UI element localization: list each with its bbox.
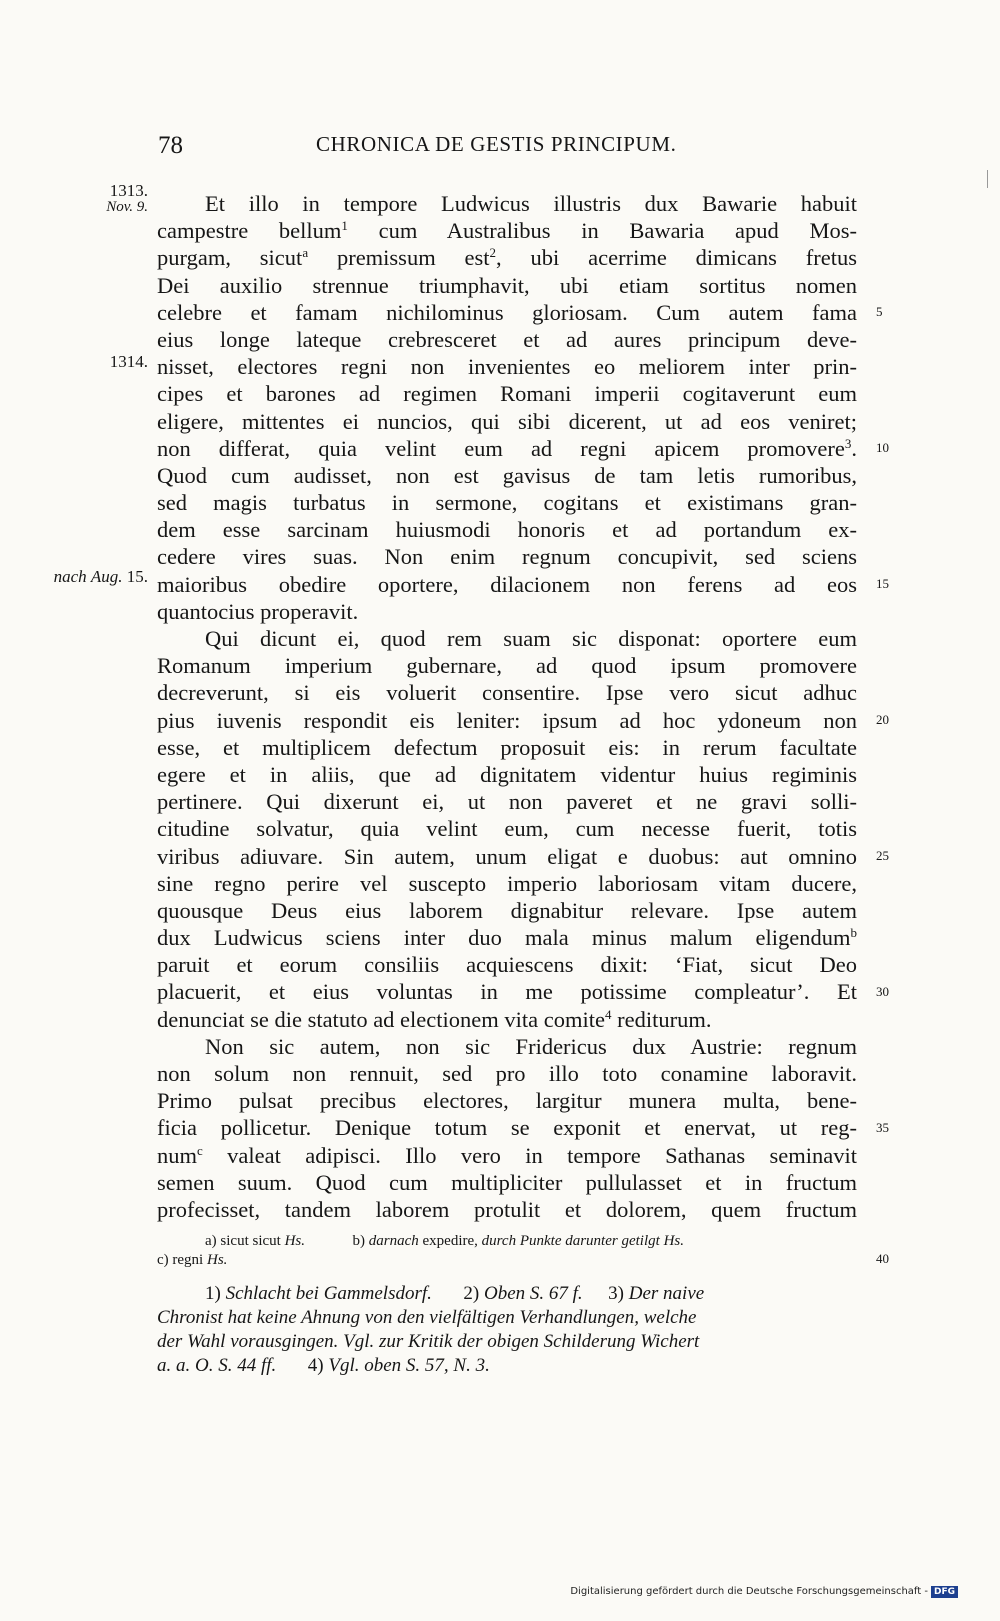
- line-number: 15: [876, 576, 889, 591]
- text-line: campestre bellum$^1$ cum Australibus in Bawaria apud Mos-: [157, 218, 857, 244]
- main-text: [157, 190, 857, 1223]
- footnote-row: 1) Schlacht bei Gammelsdorf. 2) Oben S. 67 f. 3) Der naive: [205, 1283, 705, 1304]
- footnote-row: Chronist hat keine Ahnung von den vielfältigen Verhandlungen, welche: [157, 1307, 697, 1328]
- apparatus-ref: c: [197, 1142, 203, 1158]
- text-line: semen suum. Quod cum multipliciter pullulasset et in fructum: [157, 1169, 857, 1195]
- footnote-ref: 4: [604, 1006, 612, 1022]
- footnotes: [157, 1282, 857, 1378]
- line-number: 25: [876, 848, 889, 863]
- margin-date-1314: 1314.: [109, 352, 148, 371]
- apparatus-ref: a: [302, 245, 309, 261]
- text-line: paruit et eorum consiliis acquiescens dixit: ‘Fiat, sicut Deo: [157, 952, 857, 978]
- apparatus-ref: b: [850, 925, 857, 941]
- text-line: denunciat se die statuto ad electionem vita comite$^4$ rediturum.: [157, 1006, 712, 1032]
- text-line: non solum non rennuit, sed pro illo toto conamine laboravit.: [157, 1061, 857, 1086]
- text-line: num$^c$ valeat adipisci. Illo vero in tempore Sathanas seminavit: [157, 1142, 857, 1168]
- text-line: Quod cum audisset, non est gavisus de tam letis rumoribus,: [157, 462, 857, 488]
- text-line: cedere vires suas. Non enim regnum concupivit, sed sciens: [157, 544, 857, 570]
- scan-mark: [987, 170, 988, 188]
- margin-date-1313: 1313. Nov. 9.: [106, 181, 148, 215]
- text-line: dem esse sarcinam huiusmodi honoris et ad portandum ex-: [157, 517, 857, 543]
- text-line: sed magis turbatus in sermone, cogitans et existimans gran-: [157, 490, 857, 516]
- text-line: Romanum imperium gubernare, ad quod ipsum promovere: [157, 653, 857, 679]
- text-line: pertinere. Qui dixerunt ei, ut non paveret et ne gravi solli-: [157, 789, 857, 815]
- text-line: quantocius properavit.: [157, 598, 359, 624]
- apparatus-row: c) regni Hs.: [157, 1252, 228, 1268]
- text-line: dux Ludwicus sciens inter duo mala minus malum eligendum$^b$: [157, 925, 857, 951]
- line-number: 30: [876, 984, 889, 999]
- line-number: 5: [876, 304, 883, 319]
- text-line: eligere, mittentes ei nuncios, qui sibi dicerent, ut ad eos veniret;: [157, 408, 857, 434]
- text-line: quousque Deus eius laborem dignabitur relevare. Ipse autem: [157, 897, 857, 923]
- footnote-ref: 3: [844, 435, 852, 451]
- text-line: esse, et multiplicem defectum proposuit eis: in rerum facultate: [157, 734, 857, 760]
- text-line: pius iuvenis respondit eis leniter: ipsum ad hoc ydoneum non: [157, 707, 857, 733]
- text-line: eius longe lateque crebresceret et ad aures principum deve-: [157, 326, 857, 352]
- digitization-notice: Digitalisierung gefördert durch die Deutsche Forschungsgemeinschaft - DFG: [570, 1586, 958, 1598]
- line-number: 10: [876, 440, 889, 455]
- text-line: viribus adiuvare. Sin autem, unum eligat e duobus: aut omnino: [157, 843, 857, 869]
- text-line: celebre et famam nichilominus gloriosam. Cum autem fama: [157, 299, 857, 325]
- text-line: citudine solvatur, quia velint eum, cum necesse fuerit, totis: [157, 816, 857, 842]
- running-title: CHRONICA DE GESTIS PRINCIPUM.: [316, 132, 677, 156]
- text-line: Non sic autem, non sic Fridericus dux Austrie: regnum: [205, 1033, 857, 1059]
- text-line: placuerit, et eius voluntas in me potissime compleatur’. Et: [157, 979, 857, 1005]
- page-number: 78: [158, 132, 183, 159]
- apparatus-row: a) sicut sicut Hs. b) darnach expedire, durch Punkte darunter getilgt Hs.: [205, 1233, 684, 1249]
- text-line: ficia pollicetur. Denique totum se exponit et enervat, ut reg-: [157, 1115, 857, 1141]
- text-line: Et illo in tempore Ludwicus illustris dux Bawarie habuit: [205, 191, 857, 216]
- footnote-ref: 1: [341, 218, 348, 234]
- footnote-ref: 2: [489, 245, 497, 261]
- line-number: 20: [876, 712, 889, 727]
- text-line: decreverunt, si eis voluerit consentire. Ipse vero sicut adhuc: [157, 680, 857, 706]
- margin-date-aug: nach Aug. 15.: [53, 567, 148, 586]
- text-line: nisset, electores regni non invenientes eo meliorem inter prin-: [157, 354, 857, 380]
- text-line: Qui dicunt ei, quod rem suam sic disponat: oportere eum: [205, 626, 857, 651]
- text-line: cipes et barones ad regimen Romani imperii cogitaverunt eum: [157, 381, 857, 407]
- footnote-row: a. a. O. S. 44 ff. 4) Vgl. oben S. 57, N. 3.: [157, 1355, 490, 1376]
- text-line: sine regno perire vel suscepto imperio laboriosam vitam ducere,: [157, 870, 857, 896]
- text-line: non differat, quia velint eum ad regni apicem promovere$^3$.: [157, 435, 857, 461]
- footnote-row: der Wahl vorausgingen. Vgl. zur Kritik der obigen Schilderung Wichert: [157, 1331, 700, 1352]
- page-header: [0, 132, 1000, 172]
- dfg-logo: DFG: [931, 1586, 958, 1598]
- text-line: Primo pulsat precibus electores, largitur munera multa, bene-: [157, 1088, 857, 1114]
- text-line: maioribus obedire oportere, dilacionem non ferens ad eos: [157, 571, 857, 597]
- critical-apparatus: [157, 1232, 887, 1270]
- line-number: 40: [876, 1251, 889, 1266]
- text-line: purgam, sicut$^a$ premissum est$^2$, ubi acerrime dimicans fretus: [157, 245, 857, 271]
- text-line: egere et in aliis, que ad dignitatem videntur huius regiminis: [157, 761, 857, 787]
- text-line: Dei auxilio strennue triumphavit, ubi etiam sortitus nomen: [157, 272, 857, 298]
- line-number: 35: [876, 1120, 889, 1135]
- text-line: profecisset, tandem laborem protulit et dolorem, quem fructum: [157, 1196, 857, 1222]
